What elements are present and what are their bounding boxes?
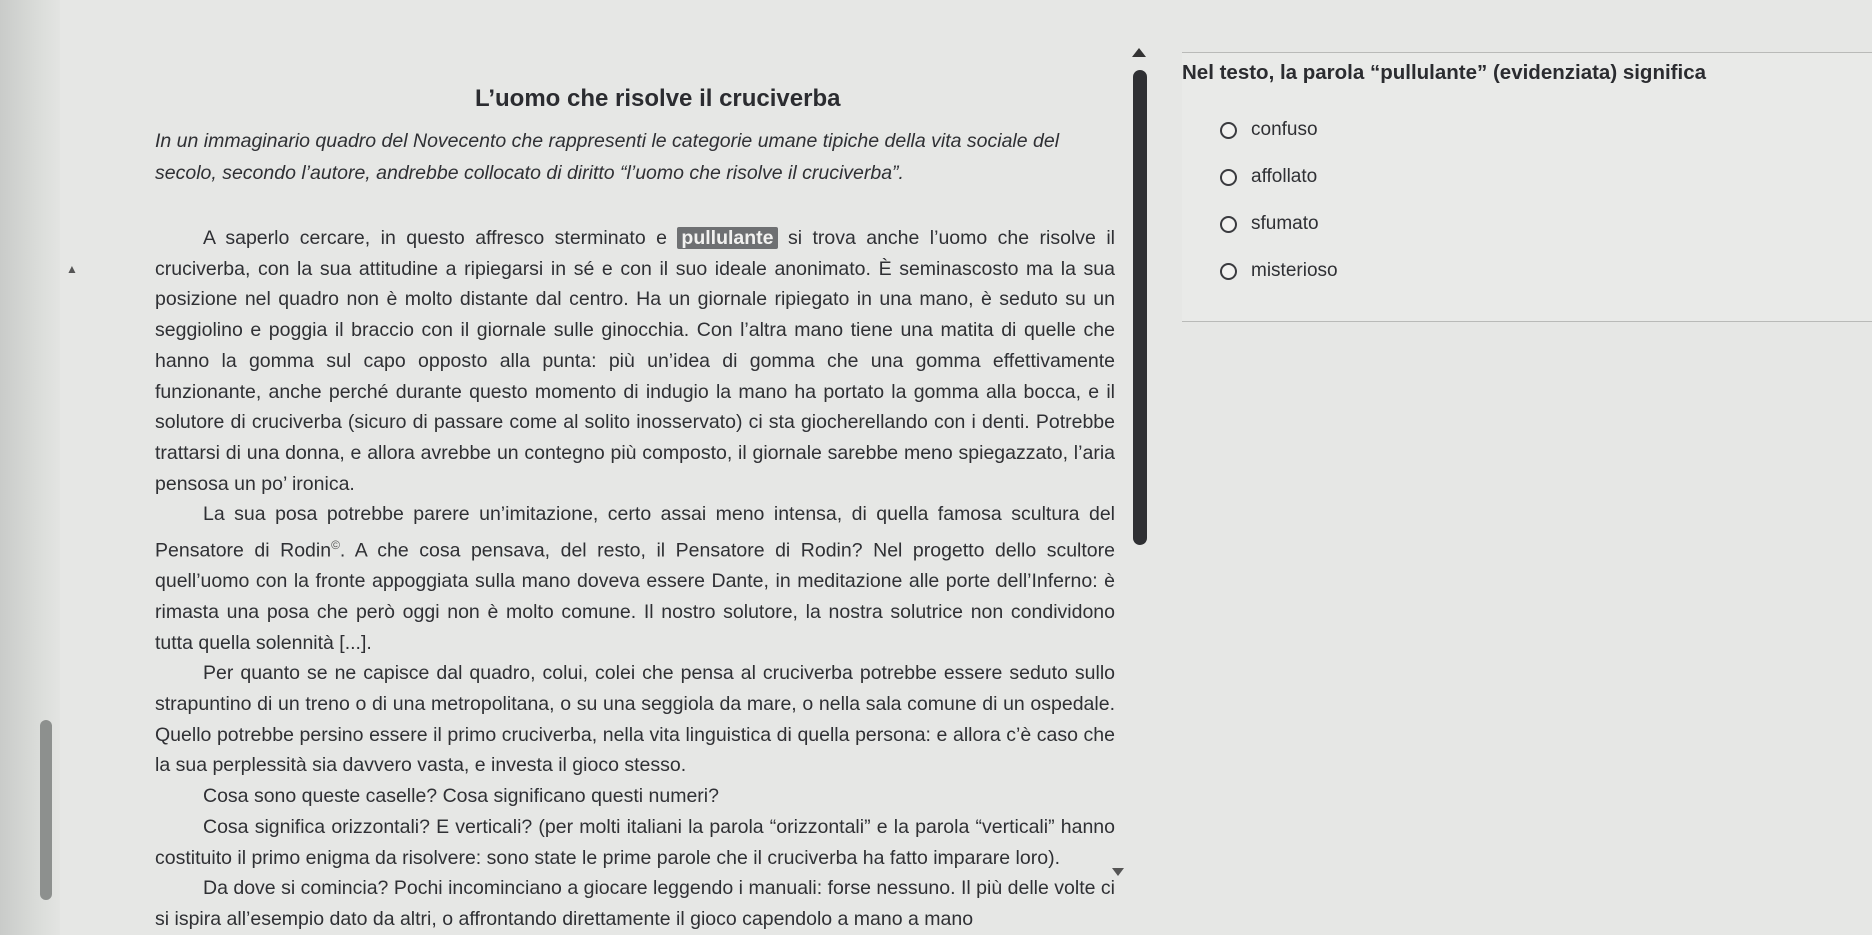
- paragraph-1-rest: si trova anche l’uomo che risolve il cruciverba, con la sua attitudine a ripiegarsi in sé e con il suo ideale anonimato. È seminascosto ma la sua posizione nel quadro non è molto distante dal centro. Ha un giornale ripiegato in una mano, è seduto su un seggiolino e poggia il braccio con il giornale sulle ginocchia. Con l’altra mano tiene una matita di quelle che hanno la gomma sul capo opposto alla punta: più un’idea di gomma che una gomma effettivamente funzionante, anche perché durante questo momento di indugio la mano ha portato la gomma alla bocca, e il solutore di cruciverba (sicuro di passare come al solito inosservato) ci sta giocherellando con i denti. Potrebbe trattarsi di una donna, e allora avrebbe un contegno più composto, il giornale sarebbe meno spiegazzato, l’aria pensosa un po’ ironica.: [155, 227, 1115, 495]
- paragraph-2-rest: . A che cosa pensava, del resto, il Pensatore di Rodin? Nel progetto dello scultore quell’uomo con la fronte appoggiata sulla mano doveva essere Dante, in meditazione alle porte dell’Inferno: è rimasta una posa che però oggi non è molto comune. Il nostro solutore, la nostra solutrice non condividono tutta quella solennità [...].: [155, 539, 1115, 654]
- option-affollato[interactable]: [1220, 166, 1317, 188]
- paragraph-1-start: A saperlo cercare, in questo affresco sterminato e: [203, 227, 667, 249]
- option-misterioso[interactable]: [1220, 260, 1338, 282]
- paragraph-3: Per quanto se ne capisce dal quadro, colui, colei che pensa al cruciverba potrebbe essere seduto sullo strapuntino di un treno o di una metropolitana, o su una seggiola da mare, o nella sala comune di un ospedale. Quello potrebbe persino essere il primo cruciverba, nella vita linguistica di quella persona: e allora c’è caso che la sua perplessità sia davvero vasta, e investa il gioco stesso.: [155, 662, 1115, 777]
- passage-body: [155, 223, 1115, 935]
- option-confuso[interactable]: [1220, 119, 1318, 141]
- passage-title: L’uomo che risolve il cruciverba: [475, 85, 841, 112]
- scroll-down-arrow-icon[interactable]: [1112, 868, 1124, 876]
- paragraph-1: [155, 223, 1115, 499]
- highlighted-word: pullulante: [677, 227, 777, 249]
- option-label: sfumato: [1251, 213, 1319, 234]
- footnote-reference[interactable]: ©: [331, 538, 340, 553]
- option-label: confuso: [1251, 119, 1318, 140]
- passage-scrollbar[interactable]: [1133, 70, 1147, 545]
- radio-icon[interactable]: [1220, 263, 1237, 280]
- option-sfumato[interactable]: [1220, 213, 1319, 235]
- paragraph-4: Cosa sono queste caselle? Cosa significano questi numeri?: [203, 785, 719, 808]
- radio-icon[interactable]: [1220, 216, 1237, 233]
- reading-passage: [155, 80, 1135, 930]
- option-label: misterioso: [1251, 260, 1338, 281]
- paragraph-6: Da dove si comincia? Pochi incominciano a giocare leggendo i manuali: forse nessuno. Il più delle volte ci si ispira all’esempio dato da altri, o affrontando direttamente il gioco capendolo a mano a mano: [155, 877, 1115, 930]
- paragraph-5: Cosa significa orizzontali? E verticali? (per molti italiani la parola “orizzontali” e la parola “verticali” hanno costituito il primo enigma da risolvere: sono state le prime parole che il cruciverba ha fatto imparare loro).: [155, 815, 1115, 869]
- left-scroll-handle[interactable]: [40, 720, 52, 900]
- question-text: Nel testo, la parola “pullulante” (evidenziata) significa: [1182, 61, 1707, 84]
- scroll-up-arrow-icon[interactable]: [1132, 48, 1146, 57]
- radio-icon[interactable]: [1220, 122, 1237, 139]
- passage-intro: In un immaginario quadro del Novecento che rappresenti le categorie umane tipiche della vita sociale del secolo, secondo l’autore, andrebbe collocato di diritto “l’uomo che risolve il cruciverba”.: [155, 130, 1060, 184]
- paragraph-2: [155, 499, 1115, 658]
- option-label: affollato: [1251, 166, 1318, 187]
- paragraph-2-start: La sua posa potrebbe parere un’imitazione, certo assai meno intensa, di quella famosa scultura del Pensatore di Rodin: [155, 503, 1115, 562]
- left-arrow-icon: ▲: [66, 262, 78, 276]
- radio-icon[interactable]: [1220, 169, 1237, 186]
- question-panel: [1182, 52, 1872, 322]
